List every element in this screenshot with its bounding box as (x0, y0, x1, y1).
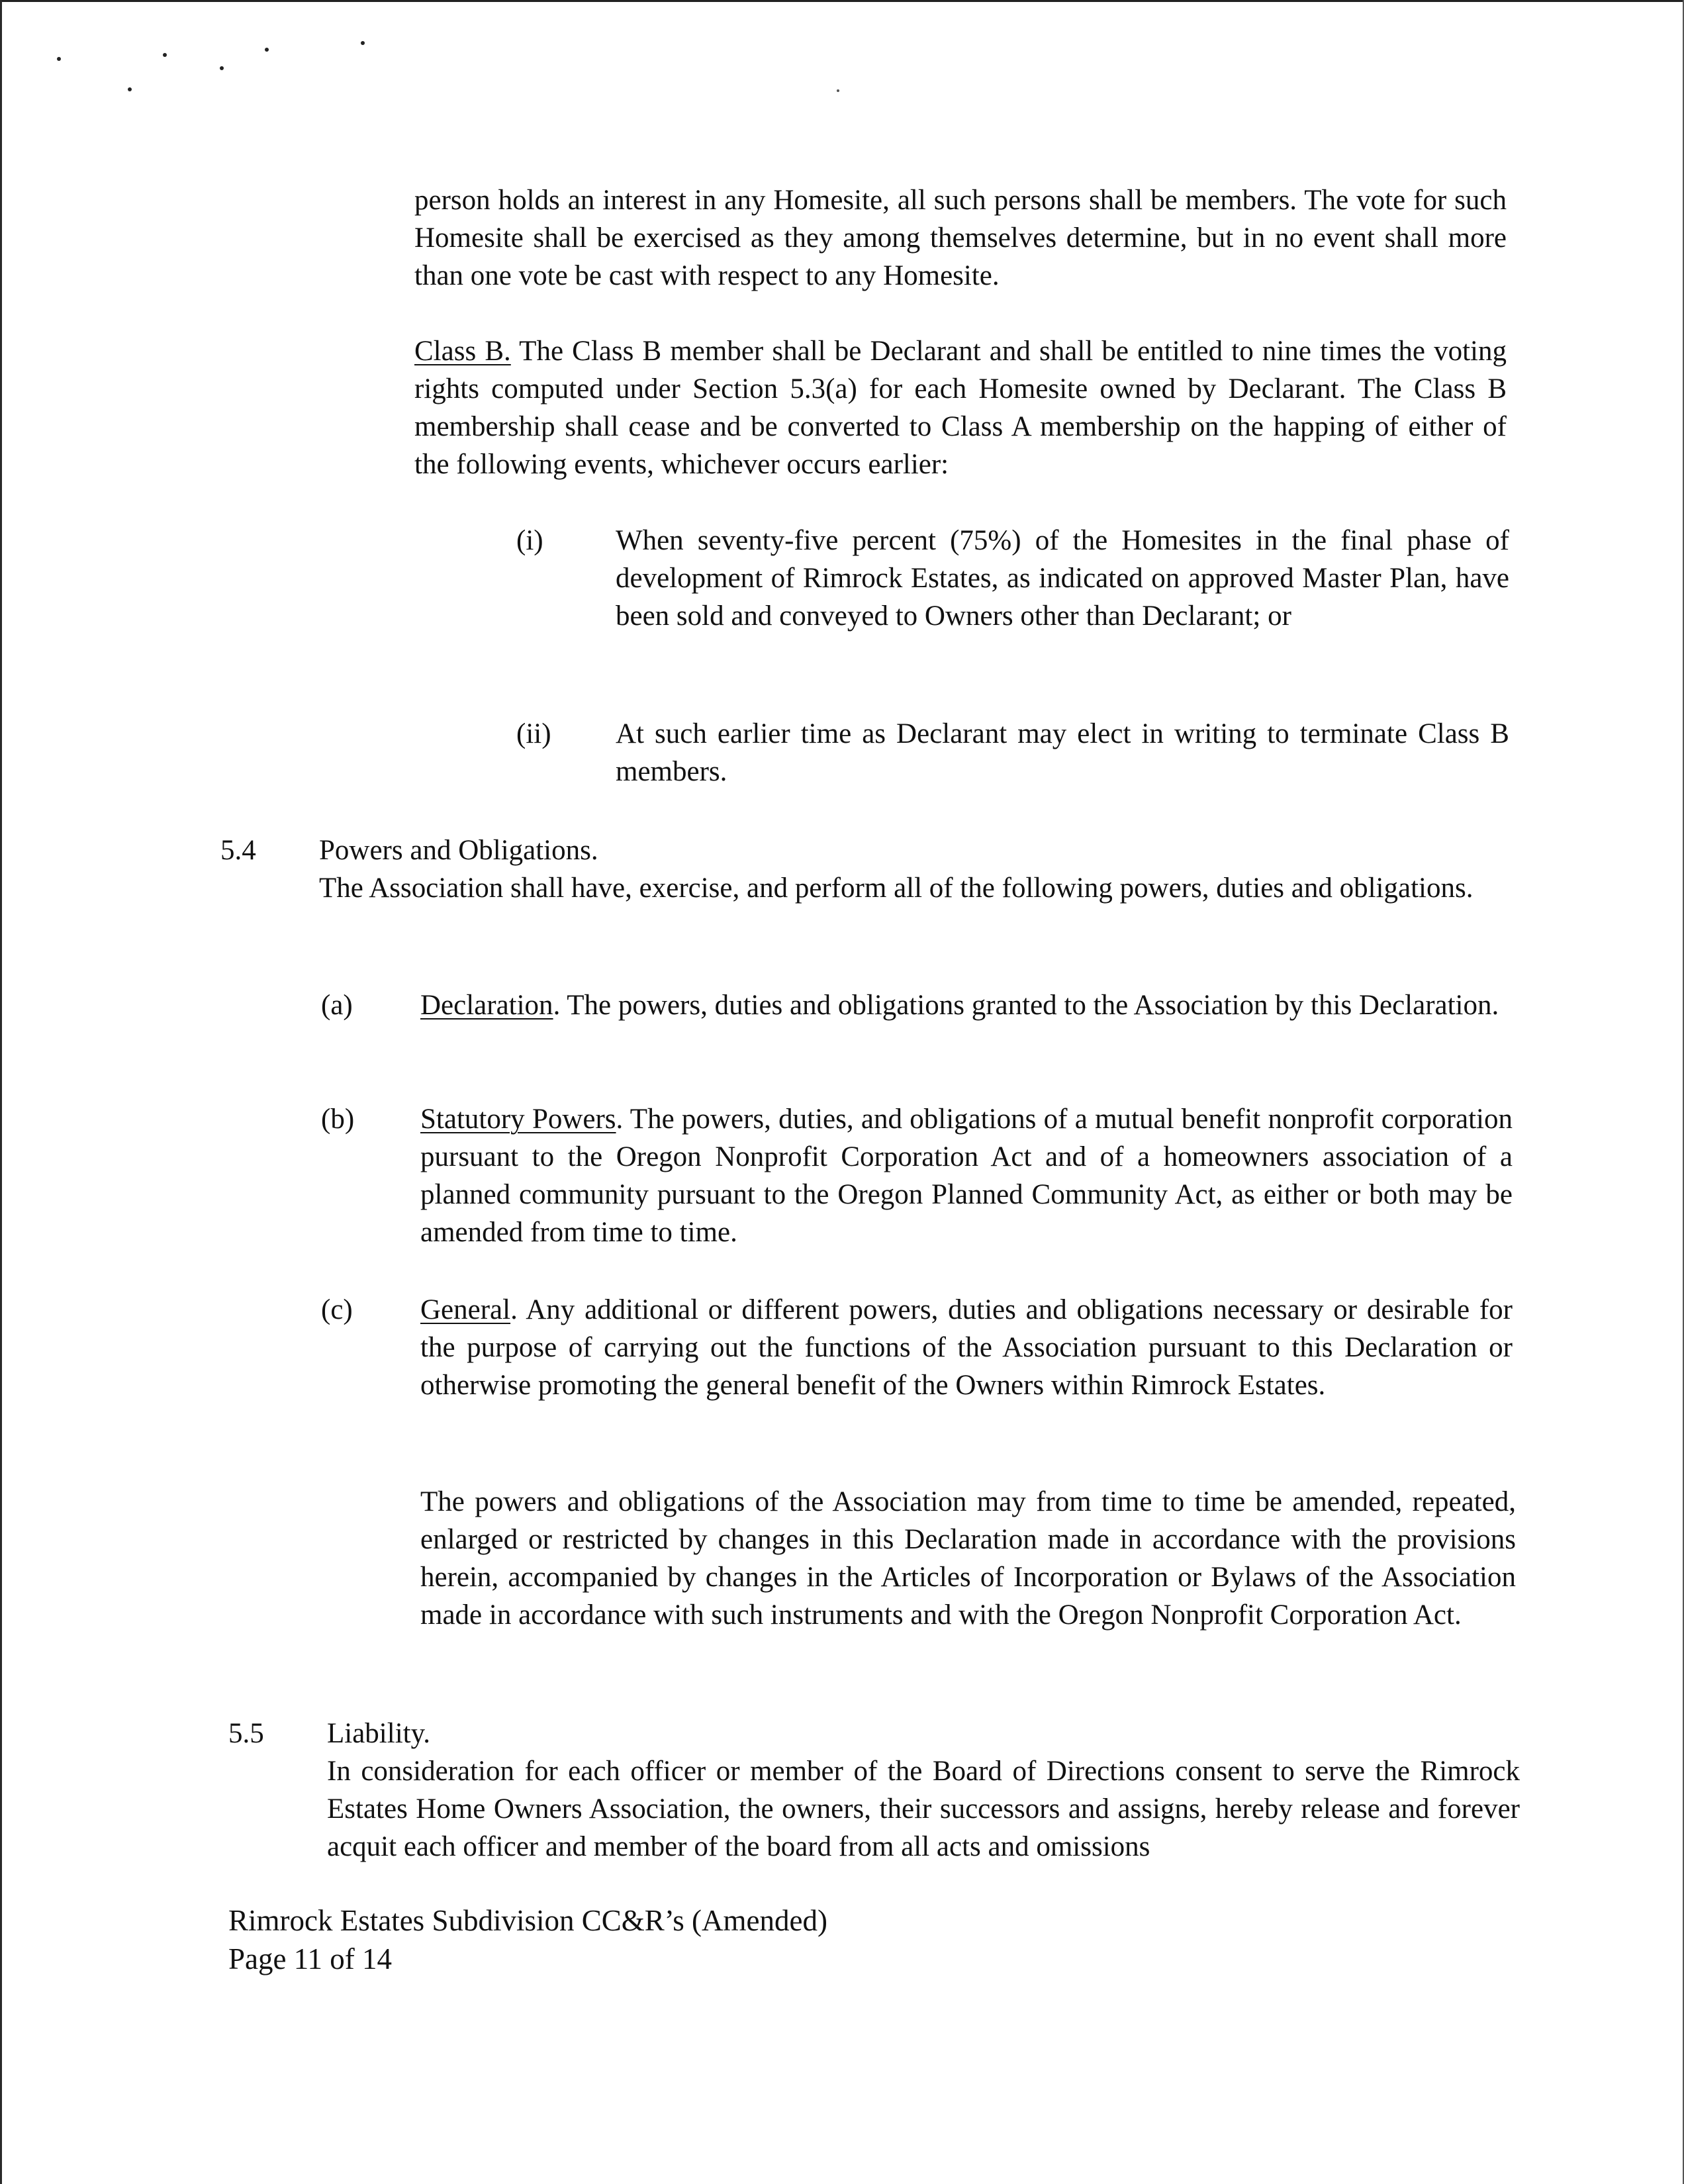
class-b-text: The Class B member shall be Declarant and shall be entitled to nine times the voting rights computed under Section 5.3(a) for each Homesite owned by Declarant. The Class B membership shall cease and be converted to Class A membership on the happing of either of the following events, whichever occurs earlier: (414, 336, 1507, 480)
item-b (420, 1100, 1513, 1251)
event-i-marker: (i) (516, 525, 543, 556)
item-a-heading: Declaration (420, 990, 553, 1021)
section-5-5-text (327, 1752, 1520, 1866)
section-5-5-body: In consideration for each officer or member of the Board of Directions consent to serve the Rimrock Estates Home Owners Association, the owners, their successors and assigns, hereby release and forever acquit each officer and member of the board from all acts and omissions (327, 1756, 1520, 1862)
event-ii (616, 715, 1509, 790)
footer-page-number: Page 11 of 14 (228, 1942, 393, 1975)
event-ii-marker: (ii) (516, 718, 551, 749)
item-b-marker: (b) (321, 1104, 355, 1135)
item-c-heading: General (420, 1294, 511, 1325)
scan-top-edge (0, 0, 1684, 2)
item-c-marker: (c) (321, 1294, 353, 1325)
footer-title: Rimrock Estates Subdivision CC&R’s (Amended) (228, 1904, 827, 1937)
scan-speck (837, 89, 839, 92)
scan-speck (265, 48, 269, 52)
item-b-text: . The powers, duties, and obligations of a mutual benefit nonprofit corporation pursuant to the Oregon Nonprofit Corporation Act and of a homeowners association of a planned community pursuant to the Oregon Planned Community Act, as either or both may be amended from time to time. (420, 1104, 1513, 1248)
section-5-5-title (327, 1715, 1519, 1752)
scan-speck (128, 87, 132, 91)
item-c (420, 1291, 1513, 1404)
item-c-text: . Any additional or different powers, duties and obligations necessary or desirable for the purpose of carrying out the functions of the Association pursuant to this Declaration or otherwise promoting the general benefit of the Owners within Rimrock Estates. (420, 1294, 1513, 1401)
class-b-paragraph (414, 332, 1507, 483)
intro-paragraph-text: person holds an interest in any Homesite, all such persons shall be members. The vote for such Homesite shall be exercised as they among themselves determine, but in no event shall more than one vote be cast with respect to any Homesite. (414, 185, 1507, 291)
section-5-4-title (319, 831, 1511, 869)
item-b-heading: Statutory Powers (420, 1104, 616, 1135)
item-a-text: . The powers, duties and obligations granted to the Association by this Declaration. (553, 990, 1499, 1021)
scan-speck (57, 57, 61, 61)
item-a (420, 986, 1513, 1024)
scan-left-edge (0, 0, 2, 2184)
section-5-4-title-text: Powers and Obligations. (319, 835, 598, 866)
item-a-marker: (a) (321, 990, 353, 1021)
section-5-4-number: 5.4 (220, 835, 256, 866)
event-ii-text: At such earlier time as Declarant may elect in writing to terminate Class B members. (616, 718, 1509, 787)
section-5-5-title-text: Liability. (327, 1718, 431, 1749)
section-5-4-intro-text: The Association shall have, exercise, and perform all of the following powers, duties and obligations. (319, 873, 1474, 904)
section-5-5-number: 5.5 (228, 1718, 264, 1749)
section-5-4-intro (319, 869, 1511, 907)
class-b-heading: Class B. (414, 336, 511, 367)
scan-speck (220, 66, 224, 70)
event-i-text: When seventy-five percent (75%) of the Homesites in the final phase of development of Rimrock Estates, as indicated on approved Master Plan, have been sold and conveyed to Owners other than Declarant; or (616, 525, 1509, 632)
section-5-4-closing (420, 1483, 1516, 1634)
section-5-4-closing-text: The powers and obligations of the Association may from time to time be amended, repeated, enlarged or restricted by changes in this Declaration made in accordance with the provisions herein, accompanied by changes in the Articles of Incorporation or Bylaws of the Association made in accordance with such instruments and with the Oregon Nonprofit Corporation Act. (420, 1486, 1516, 1631)
scan-speck (163, 53, 167, 57)
scan-speck (361, 41, 365, 45)
event-i (616, 522, 1509, 635)
intro-paragraph (414, 181, 1507, 295)
